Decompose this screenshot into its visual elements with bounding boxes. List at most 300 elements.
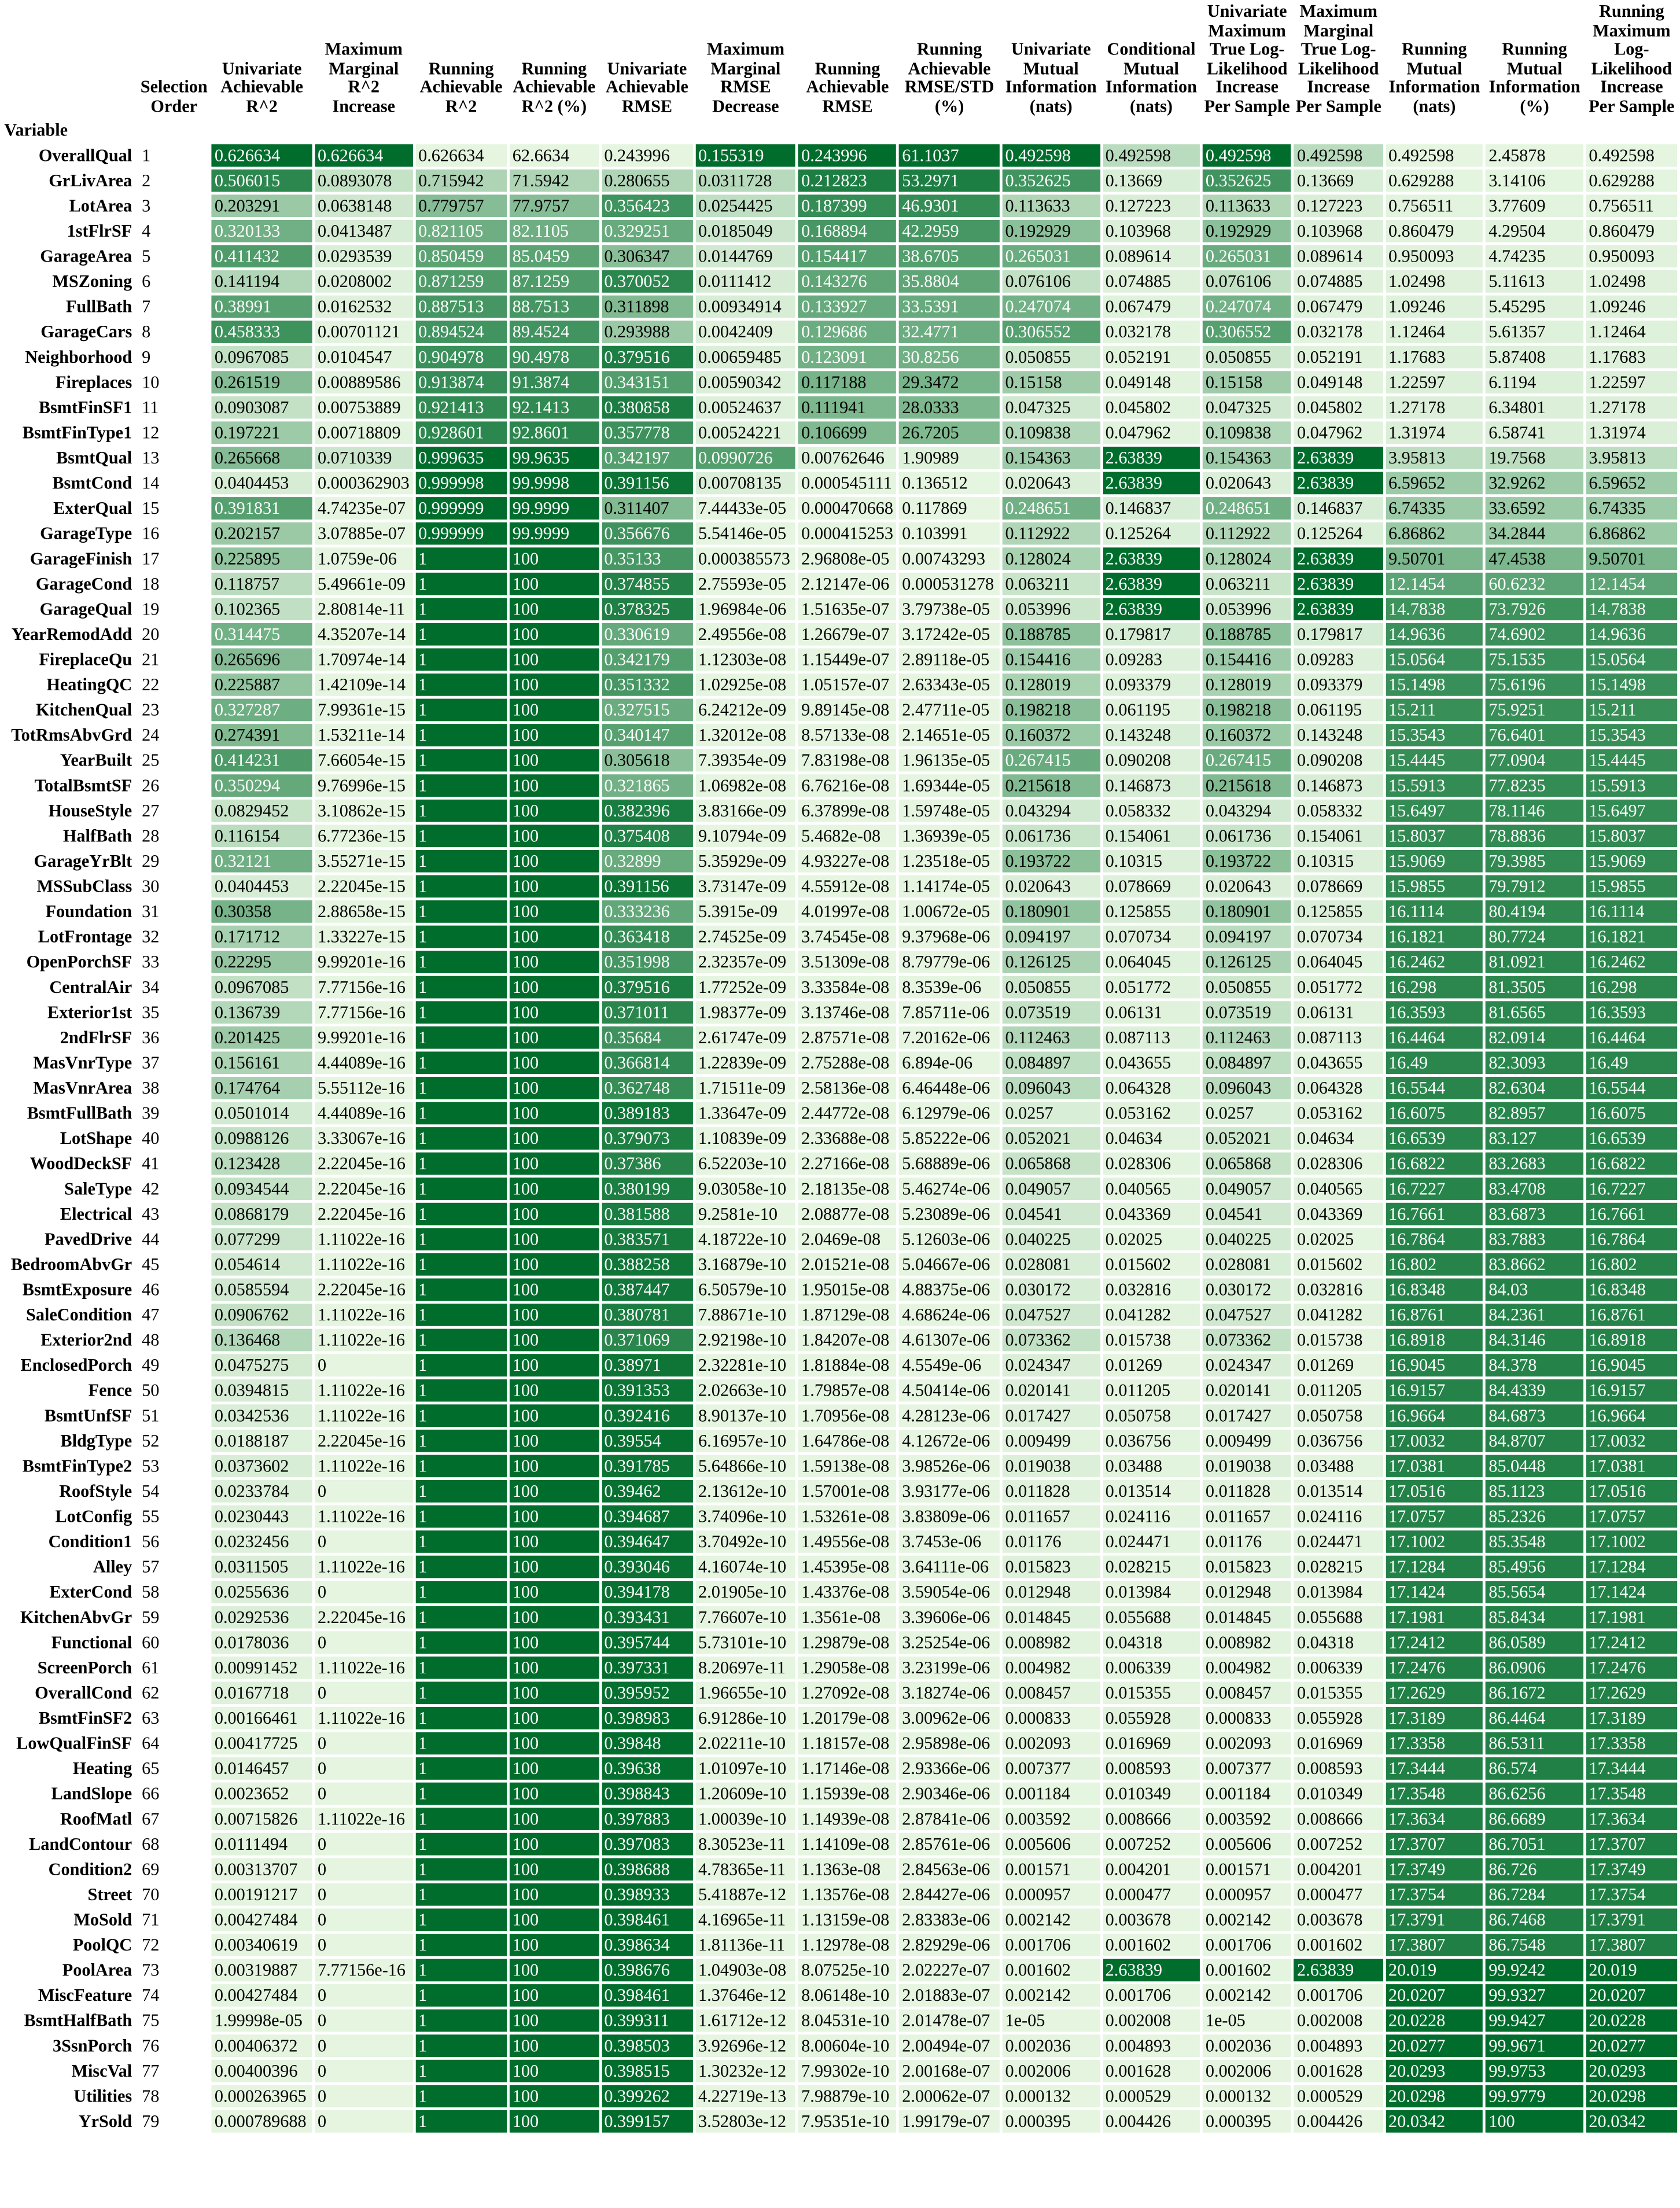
metric-cell: 0.394647 <box>602 1530 693 1553</box>
metric-cell: 0.215618 <box>1003 774 1100 797</box>
metric-cell: 9.03058e-10 <box>695 1177 795 1200</box>
selection-order-cell: 24 <box>142 725 160 745</box>
metric-cell: 0.094197 <box>1203 926 1291 948</box>
metric-cell: 1.96984e-06 <box>695 598 795 620</box>
metric-cell: 1.81884e-08 <box>798 1354 896 1377</box>
metric-cell: 100 <box>510 2085 599 2107</box>
metric-cell: 2.49556e-08 <box>695 623 795 646</box>
metric-cell: 0.0829452 <box>212 800 312 822</box>
metric-cell: 7.88671e-10 <box>695 1304 795 1326</box>
metric-cell: 85.3548 <box>1486 1530 1583 1553</box>
metric-cell: 0.215618 <box>1203 774 1291 797</box>
metric-cell: 100 <box>510 1177 599 1200</box>
column-header: Running Achievable R^2 <box>419 58 503 116</box>
metric-cell: 5.49661e-09 <box>315 573 412 595</box>
metric-cell: 1.57001e-08 <box>798 1480 896 1503</box>
metric-cell: 0.01176 <box>1003 1530 1100 1553</box>
metric-cell: 0 <box>315 1984 412 2007</box>
metric-cell: 92.8601 <box>510 421 599 444</box>
metric-cell: 0.0311505 <box>212 1556 312 1578</box>
metric-cell: 1 <box>415 1001 507 1024</box>
selection-order-cell: 8 <box>142 322 151 342</box>
metric-cell: 15.211 <box>1586 699 1678 722</box>
metric-cell: 1 <box>415 2060 507 2082</box>
metric-cell: 0.374855 <box>602 573 693 595</box>
metric-cell: 7.99361e-15 <box>315 699 412 722</box>
selection-order-cell: 29 <box>142 851 160 871</box>
metric-cell: 6.1194 <box>1486 371 1583 393</box>
metric-cell: 0.010349 <box>1103 1783 1200 1805</box>
metric-cell: 3.73147e-09 <box>695 875 795 898</box>
metric-cell: 5.64866e-10 <box>695 1455 795 1477</box>
table-row <box>3 1304 1677 1326</box>
table-row <box>3 1051 1677 1074</box>
metric-cell: 1.13576e-08 <box>798 1883 896 1906</box>
metric-cell: 1 <box>415 900 507 923</box>
metric-cell: 0.0257 <box>1203 1102 1291 1125</box>
table-row <box>3 850 1677 873</box>
metric-cell: 100 <box>510 1153 599 1175</box>
metric-cell: 0.052191 <box>1294 346 1383 369</box>
metric-cell: 1.17683 <box>1586 346 1678 369</box>
metric-cell: 0.103968 <box>1103 220 1200 242</box>
metric-cell: 0.000957 <box>1003 1883 1100 1906</box>
metric-cell: 16.1821 <box>1586 926 1678 948</box>
metric-cell: 0.02025 <box>1294 1228 1383 1250</box>
metric-cell: 0.203291 <box>212 194 312 217</box>
metric-cell: 0.020141 <box>1003 1379 1100 1402</box>
metric-cell: 0.050855 <box>1203 346 1291 369</box>
selection-order-cell: 48 <box>142 1330 160 1350</box>
metric-cell: 0.036756 <box>1103 1430 1200 1452</box>
metric-cell: 0.128024 <box>1003 547 1100 570</box>
metric-cell: 0.061736 <box>1003 825 1100 847</box>
metric-cell: 82.3093 <box>1486 1051 1583 1074</box>
metric-cell: 0.155319 <box>695 144 795 167</box>
metric-cell: 78.8836 <box>1486 825 1583 847</box>
metric-cell: 0.305618 <box>602 749 693 772</box>
metric-cell: 16.1114 <box>1586 900 1678 923</box>
metric-cell: 7.39354e-09 <box>695 749 795 772</box>
metric-cell: 1.95015e-08 <box>798 1278 896 1301</box>
metric-cell: 1.11022e-16 <box>315 1707 412 1729</box>
metric-cell: 0.0255636 <box>212 1581 312 1603</box>
table-row <box>3 1278 1677 1301</box>
metric-cell: 20.0228 <box>1386 2010 1483 2032</box>
metric-cell: 0.398983 <box>602 1707 693 1729</box>
metric-cell: 1 <box>415 850 507 873</box>
metric-cell: 100 <box>510 1506 599 1528</box>
metric-cell: 0.000529 <box>1294 2085 1383 2107</box>
metric-cell: 0.125855 <box>1103 900 1200 923</box>
metric-cell: 100 <box>510 850 599 873</box>
metric-cell: 1.36939e-05 <box>899 825 999 847</box>
metric-cell: 5.23089e-06 <box>899 1203 999 1226</box>
metric-cell: 17.3807 <box>1586 1934 1678 1956</box>
metric-cell: 0.002006 <box>1203 2060 1291 2082</box>
metric-cell: 7.95351e-10 <box>798 2110 896 2133</box>
variable-name: TotalBsmtSF <box>34 775 132 796</box>
metric-cell: 1.71511e-09 <box>695 1077 795 1099</box>
metric-cell: 0.04318 <box>1103 1631 1200 1654</box>
metric-cell: 17.3444 <box>1586 1757 1678 1780</box>
variable-name: BsmtFinType1 <box>22 422 132 443</box>
variable-name: GarageCond <box>35 574 132 594</box>
metric-cell: 0.248651 <box>1203 497 1291 520</box>
metric-cell: 0.154363 <box>1003 447 1100 469</box>
metric-cell: 0 <box>315 2110 412 2133</box>
metric-cell: 0.398515 <box>602 2060 693 2082</box>
metric-cell: 0.04541 <box>1203 1203 1291 1226</box>
metric-cell: 6.76216e-08 <box>798 774 896 797</box>
metric-cell: 100 <box>510 2034 599 2057</box>
metric-cell: 0.306552 <box>1203 321 1291 343</box>
table-row <box>3 1707 1677 1729</box>
metric-cell: 16.7864 <box>1586 1228 1678 1250</box>
metric-cell: 100 <box>510 2110 599 2133</box>
metric-cell: 0.179817 <box>1294 623 1383 646</box>
metric-cell: 0.050855 <box>1003 976 1100 999</box>
metric-cell: 100 <box>510 825 599 847</box>
metric-cell: 5.4682e-08 <box>798 825 896 847</box>
metric-cell: 0.13669 <box>1103 170 1200 192</box>
metric-cell: 0.397331 <box>602 1657 693 1679</box>
selection-order-cell: 65 <box>142 1758 160 1779</box>
metric-cell: 15.8037 <box>1386 825 1483 847</box>
variable-name: BsmtExposure <box>22 1279 132 1300</box>
metric-cell: 1.17683 <box>1386 346 1483 369</box>
metric-cell: 16.5544 <box>1586 1077 1678 1099</box>
metric-cell: 0.999999 <box>415 522 507 545</box>
metric-cell: 0.049148 <box>1103 371 1200 393</box>
metric-cell: 0.0404453 <box>212 875 312 898</box>
metric-cell: 0.003678 <box>1103 1908 1200 1931</box>
table-row <box>3 396 1677 419</box>
metric-cell: 0.356676 <box>602 522 693 545</box>
metric-cell: 0.00590342 <box>695 371 795 393</box>
metric-cell: 100 <box>510 1631 599 1654</box>
metric-cell: 1 <box>415 1354 507 1377</box>
metric-cell: 17.0516 <box>1586 1480 1678 1503</box>
column-header: Running Maximum Log-Likelihood Increase Per Sample <box>1589 2 1675 116</box>
metric-cell: 0.02025 <box>1103 1228 1200 1250</box>
metric-cell: 100 <box>510 2060 599 2082</box>
metric-cell: 0.0893078 <box>315 170 412 192</box>
metric-cell: 0.379073 <box>602 1127 693 1150</box>
metric-cell: 3.77609 <box>1486 194 1583 217</box>
variable-name: BsmtQual <box>56 448 132 468</box>
metric-cell: 0.0208002 <box>315 270 412 293</box>
metric-cell: 0.015355 <box>1103 1681 1200 1704</box>
metric-cell: 0.394687 <box>602 1506 693 1528</box>
metric-cell: 1e-05 <box>1003 2010 1100 2032</box>
metric-cell: 0.070734 <box>1103 926 1200 948</box>
metric-cell: 0.050855 <box>1203 976 1291 999</box>
metric-cell: 86.0589 <box>1486 1631 1583 1654</box>
metric-cell: 15.8037 <box>1586 825 1678 847</box>
metric-cell: 17.3548 <box>1586 1783 1678 1805</box>
metric-cell: 0.036756 <box>1294 1430 1383 1452</box>
metric-cell: 0.391156 <box>602 875 693 898</box>
metric-cell: 0.084897 <box>1203 1051 1291 1074</box>
metric-cell: 33.5391 <box>899 296 999 318</box>
metric-cell: 0.01176 <box>1203 1530 1291 1553</box>
metric-cell: 0.06131 <box>1103 1001 1200 1024</box>
metric-cell: 0.39462 <box>602 1480 693 1503</box>
index-row-filler <box>139 119 1677 142</box>
metric-cell: 0.342179 <box>602 648 693 671</box>
metric-cell: 0.006339 <box>1294 1657 1383 1679</box>
metric-cell: 7.77156e-16 <box>315 1959 412 1982</box>
metric-cell: 1.29058e-08 <box>798 1657 896 1679</box>
metric-cell: 0.127223 <box>1103 194 1200 217</box>
metric-cell: 0.198218 <box>1203 699 1291 722</box>
metric-cell: 0.028081 <box>1003 1253 1100 1276</box>
metric-cell: 17.0381 <box>1386 1455 1483 1477</box>
metric-cell: 2.80814e-11 <box>315 598 412 620</box>
metric-cell: 0.999999 <box>415 497 507 520</box>
metric-cell: 4.88375e-06 <box>899 1278 999 1301</box>
metric-cell: 33.6592 <box>1486 497 1583 520</box>
metric-cell: 0.001628 <box>1294 2060 1383 2082</box>
metric-cell: 1.11022e-16 <box>315 1253 412 1276</box>
metric-cell: 0.076106 <box>1003 270 1100 293</box>
metric-cell: 3.70492e-10 <box>695 1530 795 1553</box>
metric-cell: 0.041282 <box>1294 1304 1383 1326</box>
metric-cell: 16.802 <box>1386 1253 1483 1276</box>
metric-cell: 20.0342 <box>1386 2110 1483 2133</box>
selection-order-cell: 20 <box>142 624 160 645</box>
metric-cell: 0 <box>315 1833 412 1856</box>
metric-cell: 14.9636 <box>1386 623 1483 646</box>
metric-cell: 0.008666 <box>1103 1808 1200 1830</box>
metric-cell: 0.0254425 <box>695 194 795 217</box>
metric-cell: 0.019038 <box>1203 1455 1291 1477</box>
metric-cell: 0.009499 <box>1203 1430 1291 1452</box>
metric-cell: 1 <box>415 1908 507 1931</box>
metric-cell: 1 <box>415 1051 507 1074</box>
metric-cell: 100 <box>510 573 599 595</box>
table-row <box>3 2060 1677 2082</box>
metric-cell: 1 <box>415 1808 507 1830</box>
metric-cell: 77.8235 <box>1486 774 1583 797</box>
metric-cell: 0.393431 <box>602 1606 693 1629</box>
metric-cell: 0.821105 <box>415 220 507 242</box>
selection-order-cell: 67 <box>142 1809 160 1829</box>
metric-cell: 1 <box>415 623 507 646</box>
selection-order-cell: 42 <box>142 1179 160 1199</box>
metric-cell: 99.9327 <box>1486 1984 1583 2007</box>
metric-cell: 16.8918 <box>1586 1329 1678 1352</box>
metric-cell: 0.193722 <box>1203 850 1291 873</box>
metric-cell: 100 <box>510 1581 599 1603</box>
metric-cell: 4.44089e-16 <box>315 1102 412 1125</box>
table-row <box>3 976 1677 999</box>
metric-cell: 1.37646e-12 <box>695 1984 795 2007</box>
table-row <box>3 774 1677 797</box>
metric-cell: 0.350294 <box>212 774 312 797</box>
metric-cell: 5.61357 <box>1486 321 1583 343</box>
metric-cell: 1.53211e-14 <box>315 724 412 746</box>
selection-order-cell: 49 <box>142 1355 160 1375</box>
metric-cell: 0.112922 <box>1203 522 1291 545</box>
metric-cell: 6.50579e-10 <box>695 1278 795 1301</box>
selection-order-cell: 61 <box>142 1658 160 1678</box>
metric-cell: 0.008457 <box>1203 1681 1291 1704</box>
metric-cell: 2.63839 <box>1294 598 1383 620</box>
metric-cell: 17.2476 <box>1386 1657 1483 1679</box>
selection-order-cell: 76 <box>142 2036 160 2056</box>
column-header: Univariate Achievable RMSE <box>605 58 688 116</box>
metric-cell: 100 <box>510 598 599 620</box>
metric-cell: 0.225895 <box>212 547 312 570</box>
metric-cell: 84.378 <box>1486 1354 1583 1377</box>
metric-cell: 2.12147e-06 <box>798 573 896 595</box>
metric-cell: 0.0104547 <box>315 346 412 369</box>
metric-cell: 86.7468 <box>1486 1908 1583 1931</box>
metric-cell: 2.63839 <box>1294 447 1383 469</box>
metric-cell: 0.188785 <box>1203 623 1291 646</box>
metric-cell: 3.51309e-08 <box>798 951 896 973</box>
metric-cell: 1.22597 <box>1386 371 1483 393</box>
metric-cell: 2.92198e-10 <box>695 1329 795 1352</box>
metric-cell: 0.109838 <box>1203 421 1291 444</box>
metric-cell: 100 <box>510 1606 599 1629</box>
metric-cell: 0.380858 <box>602 396 693 419</box>
metric-cell: 0.492598 <box>1003 144 1100 167</box>
metric-cell: 0.352625 <box>1003 170 1100 192</box>
variable-name: FullBath <box>65 297 132 317</box>
metric-cell: 16.7227 <box>1586 1177 1678 1200</box>
variable-name: Street <box>87 1885 132 1905</box>
metric-cell: 99.9999 <box>510 522 599 545</box>
metric-cell: 28.0333 <box>899 396 999 419</box>
metric-cell: 5.85222e-06 <box>899 1127 999 1150</box>
metric-cell: 15.9855 <box>1586 875 1678 898</box>
metric-cell: 1.69344e-05 <box>899 774 999 797</box>
metric-cell: 0.089614 <box>1294 245 1383 268</box>
metric-cell: 0.123091 <box>798 346 896 369</box>
metric-cell: 0.020643 <box>1203 472 1291 495</box>
metric-cell: 0.028306 <box>1294 1153 1383 1175</box>
metric-cell: 0.00427484 <box>212 1908 312 1931</box>
metric-cell: 0.004982 <box>1203 1657 1291 1679</box>
metric-cell: 0.492598 <box>1386 144 1483 167</box>
selection-order-cell: 58 <box>142 1582 160 1602</box>
metric-cell: 1.15449e-07 <box>798 648 896 671</box>
selection-order-cell: 3 <box>142 196 151 216</box>
metric-cell: 82.0914 <box>1486 1026 1583 1049</box>
variable-name: KitchenAbvGr <box>20 1607 132 1628</box>
metric-cell: 100 <box>510 926 599 948</box>
metric-cell: 0.128024 <box>1203 547 1291 570</box>
metric-cell: 0.000385573 <box>695 547 795 570</box>
metric-cell: 0.002008 <box>1103 2010 1200 2032</box>
selection-order-cell: 18 <box>142 574 160 594</box>
metric-cell: 17.2629 <box>1386 1681 1483 1704</box>
metric-cell: 60.6232 <box>1486 573 1583 595</box>
metric-cell: 1 <box>415 1581 507 1603</box>
metric-cell: 5.68889e-06 <box>899 1153 999 1175</box>
metric-cell: 0.00753889 <box>315 396 412 419</box>
table-row <box>3 170 1677 192</box>
table-row <box>3 623 1677 646</box>
metric-cell: 3.17242e-05 <box>899 623 999 646</box>
metric-cell: 12.1454 <box>1586 573 1678 595</box>
variable-name: MiscVal <box>71 2061 132 2081</box>
table-row <box>3 1681 1677 1704</box>
metric-cell: 0.629288 <box>1586 170 1678 192</box>
metric-cell: 17.1284 <box>1586 1556 1678 1578</box>
metric-cell: 0.007377 <box>1203 1757 1291 1780</box>
column-header-row <box>3 3 1677 116</box>
table-row <box>3 447 1677 469</box>
variable-name: LandContour <box>29 1834 132 1854</box>
metric-cell: 17.3358 <box>1386 1732 1483 1755</box>
metric-cell: 14.9636 <box>1586 623 1678 646</box>
metric-cell: 0.04318 <box>1294 1631 1383 1654</box>
metric-cell: 2.63839 <box>1294 547 1383 570</box>
metric-cell: 4.55912e-08 <box>798 875 896 898</box>
metric-cell: 100 <box>510 1203 599 1226</box>
metric-cell: 1 <box>415 1379 507 1402</box>
variable-name: Utilities <box>73 2086 132 2106</box>
selection-order-cell: 5 <box>142 246 151 266</box>
table-row <box>3 144 1677 167</box>
table-row <box>3 1858 1677 1881</box>
variable-name: LotArea <box>69 196 132 216</box>
metric-cell: 1 <box>415 1858 507 1881</box>
table-row <box>3 1808 1677 1830</box>
metric-cell: 0.043655 <box>1294 1051 1383 1074</box>
variable-name: ExterQual <box>53 498 132 518</box>
metric-cell: 0.154363 <box>1203 447 1291 469</box>
metric-cell: 2.44772e-08 <box>798 1102 896 1125</box>
metric-cell: 5.45295 <box>1486 296 1583 318</box>
metric-cell: 20.0207 <box>1586 1984 1678 2007</box>
variable-name: HeatingQC <box>46 675 132 695</box>
metric-cell: 87.1259 <box>510 270 599 293</box>
metric-cell: 2.22045e-16 <box>315 1430 412 1452</box>
metric-cell: 0.0188187 <box>212 1430 312 1452</box>
metric-cell: 1.06982e-08 <box>695 774 795 797</box>
metric-cell: 99.9779 <box>1486 2085 1583 2107</box>
metric-cell: 1.01097e-10 <box>695 1757 795 1780</box>
table-row <box>3 1455 1677 1477</box>
variable-name: BsmtFinType2 <box>22 1456 132 1476</box>
metric-cell: 2.90346e-06 <box>899 1783 999 1805</box>
metric-cell: 0.01269 <box>1294 1354 1383 1377</box>
metric-cell: 0.001628 <box>1103 2060 1200 2082</box>
variable-name: SaleCondition <box>25 1305 132 1325</box>
metric-cell: 86.7051 <box>1486 1833 1583 1856</box>
variable-name: GarageType <box>40 524 132 543</box>
metric-cell: 0.860479 <box>1386 220 1483 242</box>
metric-cell: 0.342197 <box>602 447 693 469</box>
metric-cell: 1 <box>415 1404 507 1427</box>
metric-cell: 0.073362 <box>1203 1329 1291 1352</box>
selection-order-cell: 6 <box>142 271 151 292</box>
column-header: Running Achievable RMSE <box>806 58 889 116</box>
metric-cell: 1 <box>415 1228 507 1250</box>
metric-cell: 2.02227e-07 <box>899 1959 999 1982</box>
metric-cell: 2.27166e-08 <box>798 1153 896 1175</box>
metric-cell: 0.860479 <box>1586 220 1678 242</box>
metric-cell: 0.000531278 <box>899 573 999 595</box>
metric-cell: 100 <box>510 1959 599 1982</box>
metric-cell: 0.0903087 <box>212 396 312 419</box>
metric-cell: 2.74525e-09 <box>695 926 795 948</box>
